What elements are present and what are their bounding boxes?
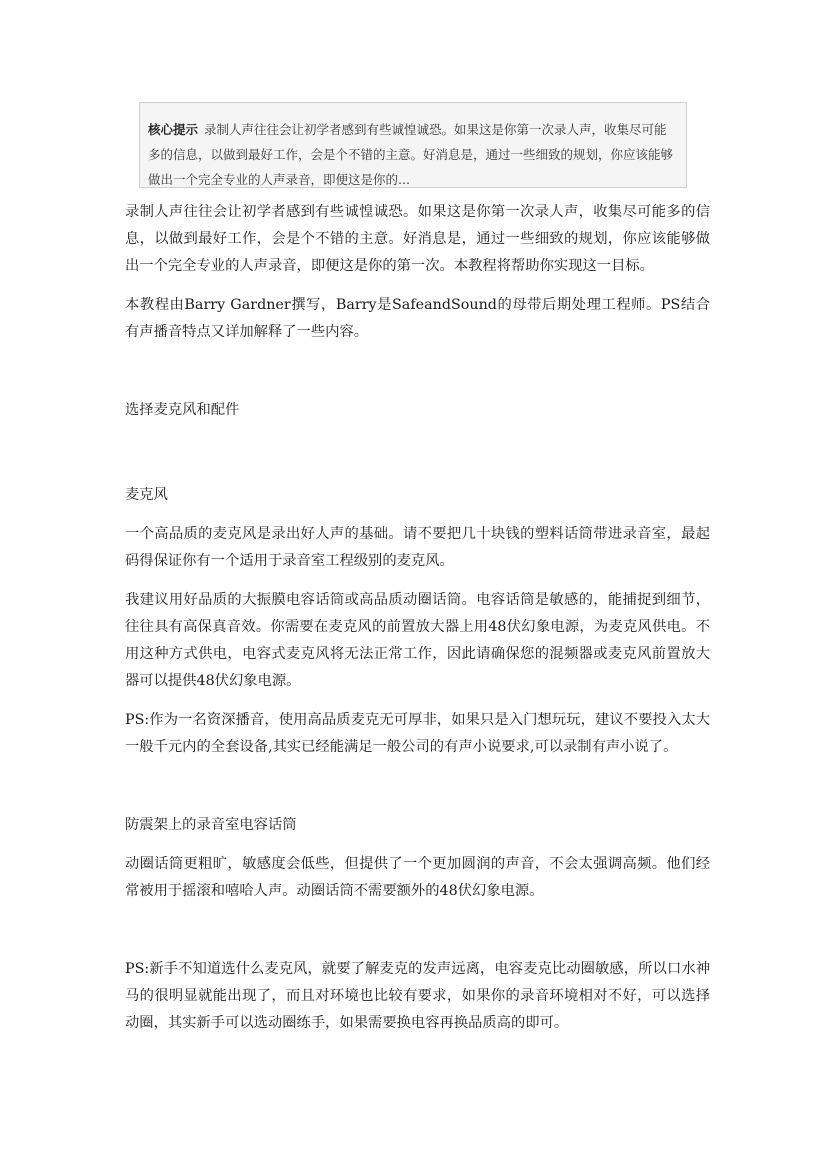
- mic-paragraph-1: 一个高品质的麦克风是录出好人声的基础。请不要把几十块钱的塑料话筒带进录音室，最起码得保证你有一个适用于录音室工程级别的麦克风。: [125, 526, 710, 569]
- article-body: [125, 199, 710, 1037]
- credit-paragraph: 本教程由Barry Gardner撰写，Barry是SafeandSound的母带后期处理工程师。PS结合有声播音特点又详加解释了一些内容。: [125, 297, 710, 340]
- dynamic-mic-paragraph: 动圈话筒更粗旷，敏感度会低些，但提供了一个更加圆润的声音，不会太强调高频。他们经常被用于摇滚和嘻哈人声。动圈话筒不需要额外的48伏幻象电源。: [125, 856, 710, 899]
- intro-paragraph: 录制人声往往会让初学者感到有些诚惶诚恐。如果这是你第一次录人声，收集尽可能多的信息，以做到最好工作，会是个不错的主意。好消息是，通过一些细致的规划，你应该能够做出一个完全专业的人声录音，即便这是你的第一次。本教程将帮助你实现这一目标。: [125, 204, 710, 274]
- summary-box: [139, 102, 687, 188]
- shock-mount-caption: 防震架上的录音室电容话筒: [125, 817, 297, 833]
- summary-label: 核心提示: [148, 122, 199, 137]
- ps-paragraph-2: PS:新手不知道选什么麦克风，就要了解麦克的发声远离，电容麦克比动圈敏感，所以口水神马的很明显就能出现了，而且对环境也比较有要求，如果你的录音环境相对不好，可以选择动圈，其实新手可以选动圈练手，如果需要换电容再换品质高的即可。: [125, 961, 710, 1031]
- section-title: 选择麦克风和配件: [125, 402, 240, 418]
- ps-paragraph-1: PS:作为一名资深播音，使用高品质麦克无可厚非，如果只是入门想玩玩，建议不要投入太大一般千元内的全套设备,其实已经能满足一般公司的有声小说要求,可以录制有声小说了。: [125, 712, 710, 755]
- summary-text: 录制人声往往会让初学者感到有些诚惶诚恐。如果这是你第一次录人声，收集尽可能多的信息，以做到最好工作，会是个不错的主意。好消息是，通过一些细致的规划，你应该能够做出一个完全专业的人声录音，即便这是你的...: [148, 122, 674, 187]
- mic-paragraph-2: 我建议用好品质的大振膜电容话筒或高品质动圈话筒。电容话筒是敏感的，能捕捉到细节，往往具有高保真音效。你需要在麦克风的前置放大器上用48伏幻象电源，为麦克风供电。不用这种方式供电，电容式麦克风将无法正常工作，因此请确保您的混频器或麦克风前置放大器可以提供48伏幻象电源。: [125, 592, 710, 689]
- mic-heading: 麦克风: [125, 487, 168, 503]
